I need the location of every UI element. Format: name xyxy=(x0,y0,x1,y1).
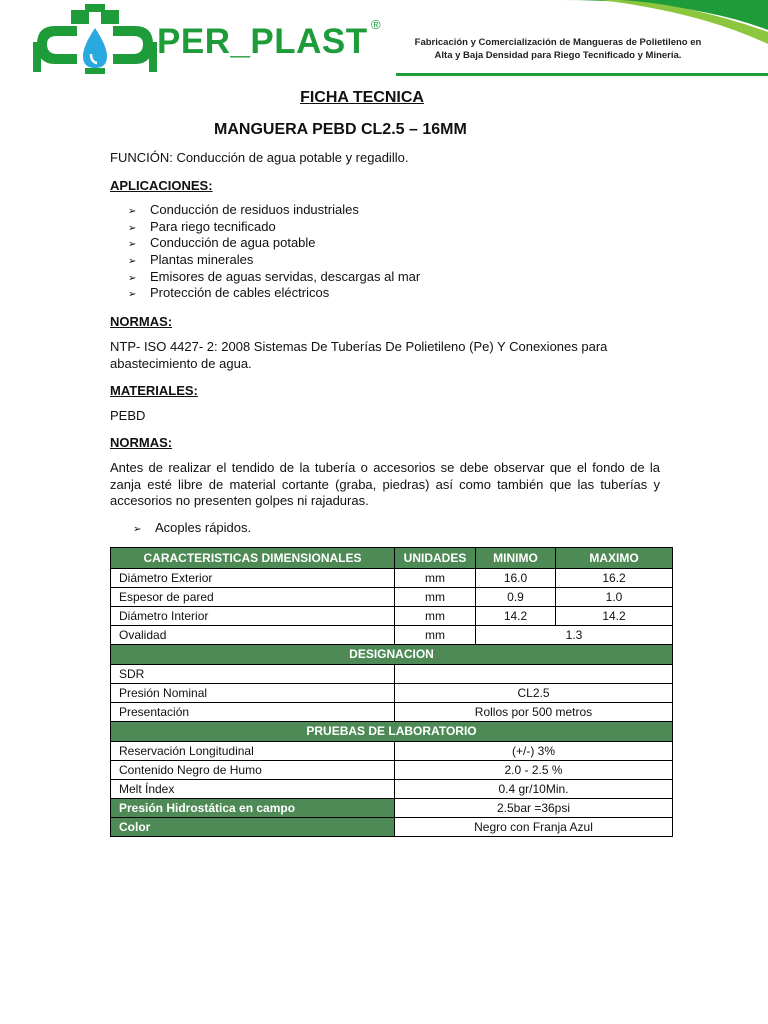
normas-heading: NORMAS: xyxy=(110,314,173,329)
list-item: ➢ Protección de cables eléctricos xyxy=(128,285,420,302)
registered-mark: ® xyxy=(371,17,381,32)
cell-unit: mm xyxy=(395,626,476,645)
arrow-bullet-icon: ➢ xyxy=(128,206,137,217)
table-row xyxy=(111,665,673,684)
cell-value: 1.3 xyxy=(476,626,673,645)
column-header: CARACTERISTICAS DIMENSIONALES xyxy=(111,548,395,569)
row-label: Ovalidad xyxy=(111,626,395,645)
column-header: MINIMO xyxy=(476,548,556,569)
pruebas-heading: PRUEBAS DE LABORATORIO xyxy=(111,722,673,742)
cell-value: 0.4 gr/10Min. xyxy=(395,780,673,799)
aplicaciones-heading: APLICACIONES: xyxy=(110,178,213,193)
table-row xyxy=(111,703,673,722)
table-row xyxy=(111,607,673,626)
column-header: UNIDADES xyxy=(395,548,476,569)
table-row xyxy=(111,626,673,645)
row-label: Melt Índex xyxy=(111,780,395,799)
tagline-line-1: Fabricación y Comercialización de Mangueras de Polietileno en xyxy=(414,37,702,48)
table-row xyxy=(111,742,673,761)
perplast-logo-icon xyxy=(33,4,157,76)
arrow-bullet-icon: ➢ xyxy=(128,256,137,268)
company-tagline xyxy=(398,36,718,62)
row-label: Contenido Negro de Humo xyxy=(111,761,395,780)
designacion-heading: DESIGNACION xyxy=(111,645,673,665)
cell-value: (+/-) 3% xyxy=(395,742,673,761)
cell-min: 0.9 xyxy=(476,588,556,607)
section-band-row xyxy=(111,645,673,665)
arrow-bullet-icon: ➢ xyxy=(128,272,137,284)
column-header: MAXIMO xyxy=(556,548,673,569)
tagline-line-2: Alta y Baja Densidad para Riego Tecnificado y Minería. xyxy=(434,50,682,61)
list-item: ➢ Plantas minerales xyxy=(128,252,420,269)
cell-max: 14.2 xyxy=(556,607,673,626)
cell-value xyxy=(395,665,673,684)
cell-unit: mm xyxy=(395,588,476,607)
table-row xyxy=(111,684,673,703)
arrow-bullet-icon: ➢ xyxy=(133,524,142,535)
list-item: ➢ Acoples rápidos. xyxy=(133,520,251,537)
brand-name: PER_PLAST xyxy=(157,22,368,61)
cell-value: 2.0 - 2.5 % xyxy=(395,761,673,780)
normas-text: NTP- ISO 4427- 2: 2008 Sistemas De Tuberías De Polietileno (Pe) Y Conexiones para abastecimiento de agua. xyxy=(110,339,608,371)
product-title: MANGUERA PEBD CL2.5 – 16MM xyxy=(214,121,467,138)
list-item: ➢ Para riego tecnificado xyxy=(128,219,420,236)
list-item: ➢ Conducción de residuos industriales xyxy=(128,202,420,219)
aplicaciones-list xyxy=(128,202,420,302)
arrow-bullet-icon: ➢ xyxy=(128,289,137,301)
row-label: Reservación Longitudinal xyxy=(111,742,395,761)
spec-table xyxy=(110,547,673,837)
cell-min: 14.2 xyxy=(476,607,556,626)
arrow-bullet-icon: ➢ xyxy=(128,222,137,234)
cell-value: Negro con Franja Azul xyxy=(395,818,673,837)
row-label: Color xyxy=(111,818,395,837)
cell-max: 16.2 xyxy=(556,569,673,588)
materiales-text: PEBD xyxy=(110,408,146,423)
table-row xyxy=(111,588,673,607)
materiales-heading: MATERIALES: xyxy=(110,383,198,398)
table-row xyxy=(111,780,673,799)
cell-value: CL2.5 xyxy=(395,684,673,703)
table-header-row xyxy=(111,548,673,569)
cell-unit: mm xyxy=(395,607,476,626)
row-label: Diámetro Interior xyxy=(111,607,395,626)
table-row xyxy=(111,569,673,588)
cell-value: Rollos por 500 metros xyxy=(395,703,673,722)
page-header xyxy=(0,0,768,80)
row-label: Espesor de pared xyxy=(111,588,395,607)
list-item: ➢ Conducción de agua potable xyxy=(128,235,420,252)
cell-max: 1.0 xyxy=(556,588,673,607)
section-band-row xyxy=(111,722,673,742)
row-label: Diámetro Exterior xyxy=(111,569,395,588)
table-row xyxy=(111,818,673,837)
cell-unit: mm xyxy=(395,569,476,588)
cell-value: 2.5bar =36psi xyxy=(395,799,673,818)
table-row xyxy=(111,799,673,818)
table-row xyxy=(111,761,673,780)
arrow-bullet-icon: ➢ xyxy=(128,239,137,251)
normas-text-2: Antes de realizar el tendido de la tubería o accesorios se debe observar que el fondo de la zanja esté libre de material cortante (graba, piedras) así como también que las tuberías y accesorios no presenten golpes ni rajaduras. xyxy=(110,460,660,508)
row-label: Presión Hidrostática en campo xyxy=(111,799,395,818)
cell-min: 16.0 xyxy=(476,569,556,588)
row-label: Presentación xyxy=(111,703,395,722)
list-item: ➢ Emisores de aguas servidas, descargas al mar xyxy=(128,269,420,286)
row-label: Presión Nominal xyxy=(111,684,395,703)
acoples-list xyxy=(133,520,251,537)
document-title: FICHA TECNICA xyxy=(300,89,424,106)
normas-heading-2: NORMAS: xyxy=(110,435,173,450)
funcion-text: FUNCIÓN: Conducción de agua potable y regadillo. xyxy=(110,150,409,165)
row-label: SDR xyxy=(111,665,395,684)
